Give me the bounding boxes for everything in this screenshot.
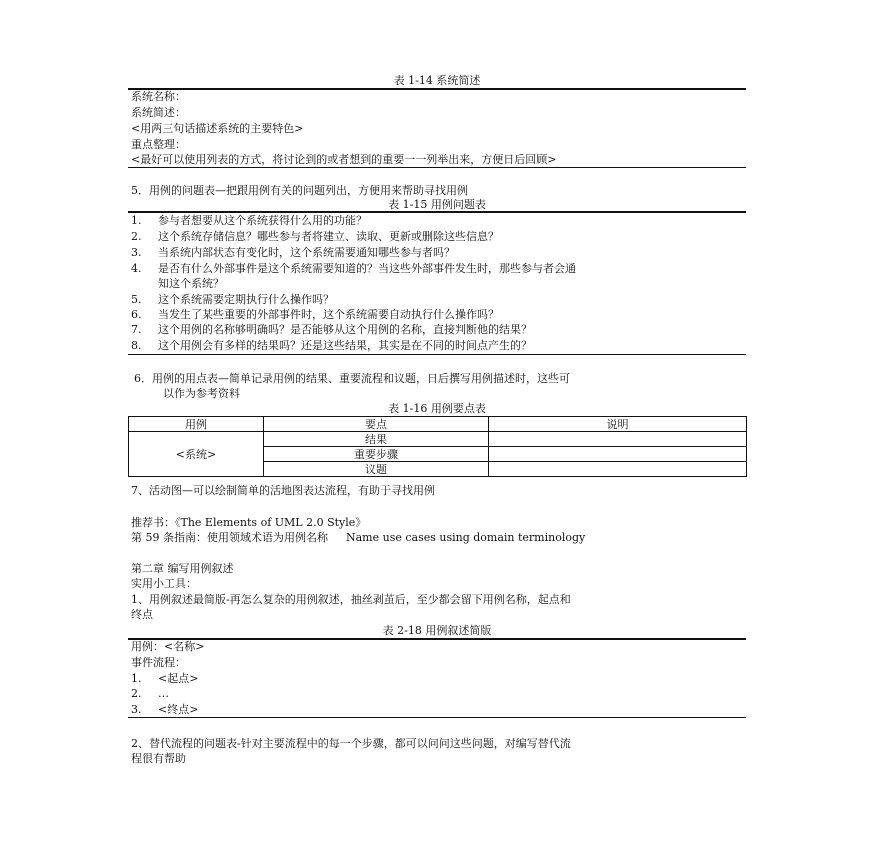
step-number: 2. xyxy=(131,687,142,700)
list-item-number: 3. xyxy=(131,246,142,259)
key-points-label: 重点整理： xyxy=(131,138,186,151)
item-2-line1: 2、替代流程的问题表-针对主要流程中的每一个步骤，都可以问问这些问题，对编写替代流 xyxy=(131,737,571,750)
guideline-prefix: 第 59 条指南： xyxy=(131,531,207,544)
section-5-heading: 5．用例的问题表—把跟用例有关的问题列出，方便用来帮助寻找用例 xyxy=(131,184,468,197)
column-header: 要点 xyxy=(264,417,489,432)
divider xyxy=(128,211,746,213)
item-1-line1: 1、用例叙述最简版-再怎么复杂的用例叙述，抽丝剥茧后，至少都会留下用例名称，起点和 xyxy=(131,593,571,606)
list-item-text: 这个系统需要定期执行什么操作吗？ xyxy=(158,293,334,306)
column-header: 用例 xyxy=(129,417,264,432)
guideline-59 xyxy=(131,531,585,544)
system-name-label: 系统名称： xyxy=(131,90,186,103)
list-item xyxy=(131,262,576,275)
section-6-heading-line1: 6．用例的用点表—简单记录用例的结果、重要流程和议题，日后撰写用例描述时，这些可 xyxy=(134,372,570,385)
step-number: 1. xyxy=(131,672,142,685)
list-item xyxy=(131,214,367,227)
table-1-14-caption: 表 1-14 系统简述 xyxy=(393,74,481,87)
use-case-cell: <系统> xyxy=(129,432,264,477)
use-case-points-table xyxy=(128,416,747,477)
table-row xyxy=(129,432,747,447)
list-item-number: 1. xyxy=(131,214,142,227)
point-cell: 议题 xyxy=(264,462,489,477)
divider xyxy=(128,717,746,718)
step-item xyxy=(131,703,198,716)
event-flow-label: 事件流程： xyxy=(131,656,186,669)
section-6-heading-line2: 以作为参考资料 xyxy=(163,387,240,400)
list-item-text: 当发生了某些重要的外部事件时，这个系统需要自动执行什么操作吗？ xyxy=(158,308,499,321)
column-header: 说明 xyxy=(489,417,747,432)
list-item-text: 这个用例会有多样的结果吗？还是这些结果，其实是在不同的时间点产生的？ xyxy=(158,339,532,352)
list-item xyxy=(131,246,455,259)
table-header-row xyxy=(129,417,747,432)
table-1-15-caption: 表 1-15 用例问题表 xyxy=(388,198,486,211)
list-item-number: 4. xyxy=(131,262,142,275)
step-text: <起点> xyxy=(158,672,199,685)
list-item-text: 这个用例的名称够明确吗？是否能够从这个用例的名称，直接判断他的结果？ xyxy=(158,323,532,336)
system-summary-hint: <用两三句话描述系统的主要特色> xyxy=(131,122,304,135)
list-item-number: 2. xyxy=(131,230,142,243)
list-item-number: 5. xyxy=(131,293,142,306)
list-item xyxy=(131,293,334,306)
section-7-text: 7、活动图—可以绘制简单的活地图表达流程，有助于寻找用例 xyxy=(131,484,435,497)
note-cell xyxy=(489,432,747,447)
point-cell: 结果 xyxy=(264,432,489,447)
table-2-18-caption: 表 2-18 用例叙述简版 xyxy=(382,624,492,637)
step-number: 3. xyxy=(131,703,142,716)
key-points-hint: <最好可以使用列表的方式，将讨论到的或者想到的重要一一列举出来，方便日后回顾> xyxy=(131,153,557,166)
list-item-number: 6. xyxy=(131,308,142,321)
list-item-number: 8. xyxy=(131,339,142,352)
use-case-name: 用例：<名称> xyxy=(131,640,205,653)
list-item xyxy=(131,308,499,321)
list-item xyxy=(131,277,224,290)
step-text: … xyxy=(158,687,169,700)
note-cell xyxy=(489,462,747,477)
guideline-english: Name use cases using domain terminology xyxy=(346,531,586,544)
list-item-text: 知这个系统？ xyxy=(158,277,224,290)
list-item-text: 这个系统存储信息？哪些参与者将建立、读取、更新或删除这些信息？ xyxy=(158,230,499,243)
divider xyxy=(128,638,746,640)
system-summary-label: 系统简述： xyxy=(131,106,186,119)
list-item-text: 当系统内部状态有变化时，这个系统需要通知哪些参与者吗？ xyxy=(158,246,455,259)
recommended-book: 推荐书：《The Elements of UML 2.0 Style》 xyxy=(131,516,367,529)
item-2-line2: 程很有帮助 xyxy=(131,752,186,765)
guideline-text: 使用领域术语为用例名称 xyxy=(207,531,328,544)
note-cell xyxy=(489,447,747,462)
list-item xyxy=(131,339,532,352)
step-text: <终点> xyxy=(158,703,199,716)
list-item-number: 7. xyxy=(131,323,142,336)
table-1-16-caption: 表 1-16 用例要点表 xyxy=(388,402,486,415)
step-item xyxy=(131,687,169,700)
point-cell: 重要步骤 xyxy=(264,447,489,462)
list-item-text: 参与者想要从这个系统获得什么用的功能？ xyxy=(158,214,367,227)
item-1-line2: 终点 xyxy=(131,608,153,621)
tools-label: 实用小工具： xyxy=(131,577,197,590)
divider xyxy=(128,88,746,90)
divider xyxy=(128,167,746,168)
list-item xyxy=(131,323,532,336)
step-item xyxy=(131,672,198,685)
divider xyxy=(128,354,746,355)
list-item-text: 是否有什么外部事件是这个系统需要知道的？当这些外部事件发生时，那些参与者会通 xyxy=(158,262,576,275)
chapter-2-title: 第二章 编写用例叙述 xyxy=(131,562,234,575)
list-item xyxy=(131,230,499,243)
